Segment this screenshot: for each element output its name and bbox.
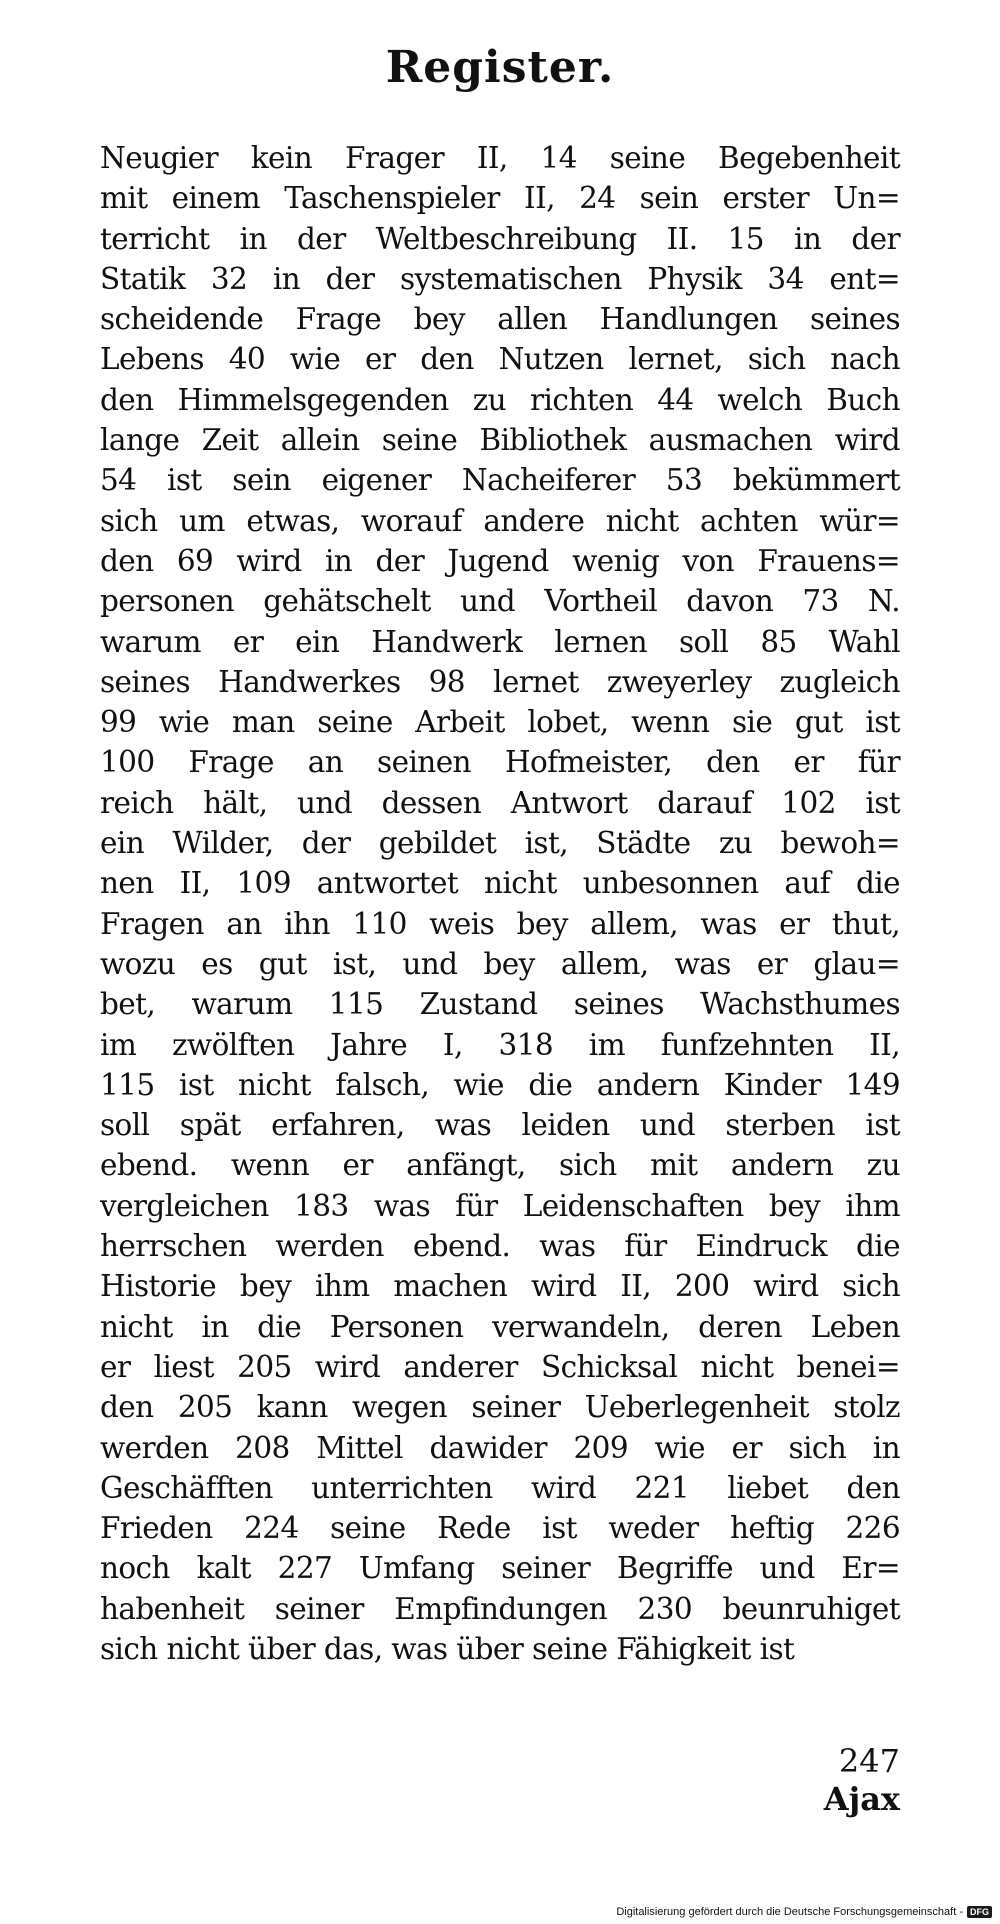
text-line: wozu es gut ist, und bey allem, was er glau= [100,946,900,981]
text-line: scheidende Frage bey allen Handlungen seines [100,302,900,337]
text-line: bet, warum 115 Zustand seines Wachsthumes [100,987,900,1022]
dfg-logo-icon: DFG [967,1906,992,1918]
text-line: seines Handwerkes 98 lernet zweyerley zugleich [100,664,900,699]
footer-credit-text: Digitalisierung gefördert durch die Deutsche Forschungsgemeinschaft - [616,1906,963,1918]
text-line: personen gehätschelt und Vortheil davon 73 N. [100,584,900,619]
text-line: Neugier kein Frager II, 14 seine Begebenheit [100,141,900,175]
text-line: Frieden 224 seine Rede ist weder heftig 226 [100,1511,900,1546]
text-line: den 69 wird in der Jugend wenig von Frauens= [100,543,900,578]
page-title: Register. [385,42,615,93]
text-line: Fragen an ihn 110 weis bey allem, was er thut, [100,906,900,941]
page-number: 247 [838,1742,900,1780]
text-line: Geschäfften unterrichten wird 221 liebet den [100,1470,900,1505]
register-text-block [100,138,900,1669]
text-line: 54 ist sein eigener Nacheiferer 53 bekümmert [100,463,900,498]
text-line: 99 wie man seine Arbeit lobet, wenn sie gut ist [100,705,900,740]
text-line: den Himmelsgegenden zu richten 44 welch Buch [100,382,900,417]
text-line: noch kalt 227 Umfang seiner Begriffe und Er= [100,1551,900,1586]
text-line: sich um etwas, worauf andere nicht achten wür= [100,503,900,538]
text-line: im zwölften Jahre I, 318 im funfzehnten II, [100,1027,900,1062]
text-line: vergleichen 183 was für Leidenschaften bey ihm [100,1188,900,1223]
text-line: lange Zeit allein seine Bibliothek ausmachen wird [100,423,900,458]
text-line: ebend. wenn er anfängt, sich mit andern zu [100,1148,900,1183]
text-line: nen II, 109 antwortet nicht unbesonnen auf die [100,866,900,901]
text-line: werden 208 Mittel dawider 209 wie er sich in [100,1430,900,1465]
text-line: mit einem Taschenspieler II, 24 sein erster Un= [100,181,900,216]
text-line: terricht in der Weltbeschreibung II. 15 in der [100,221,900,256]
text-line: 100 Frage an seinen Hofmeister, den er für [100,745,900,780]
catchword: Ajax [823,1780,900,1818]
text-line: Lebens 40 wie er den Nutzen lernet, sich nach [100,342,900,377]
text-line: sich nicht über das, was über seine Fähigkeit ist [100,1631,795,1666]
text-line: den 205 kann wegen seiner Ueberlegenheit stolz [100,1390,900,1425]
text-line: 115 ist nicht falsch, wie die andern Kinder 149 [100,1067,900,1102]
text-line: Historie bey ihm machen wird II, 200 wird sich [100,1269,900,1304]
text-line: reich hält, und dessen Antwort darauf 102 ist [100,785,900,820]
text-line: ein Wilder, der gebildet ist, Städte zu bewoh= [100,826,900,861]
text-line: warum er ein Handwerk lernen soll 85 Wahl [100,624,900,659]
text-line: Statik 32 in der systematischen Physik 34 ent= [100,261,900,296]
text-line: soll spät erfahren, was leiden und sterben ist [100,1108,900,1143]
digitization-footer [616,1906,992,1918]
text-line: herrschen werden ebend. was für Eindruck die [100,1229,900,1264]
text-line: habenheit seiner Empfindungen 230 beunruhiget [100,1591,900,1626]
text-line: nicht in die Personen verwandeln, deren Leben [100,1309,900,1344]
text-line: er liest 205 wird anderer Schicksal nicht benei= [100,1349,900,1384]
